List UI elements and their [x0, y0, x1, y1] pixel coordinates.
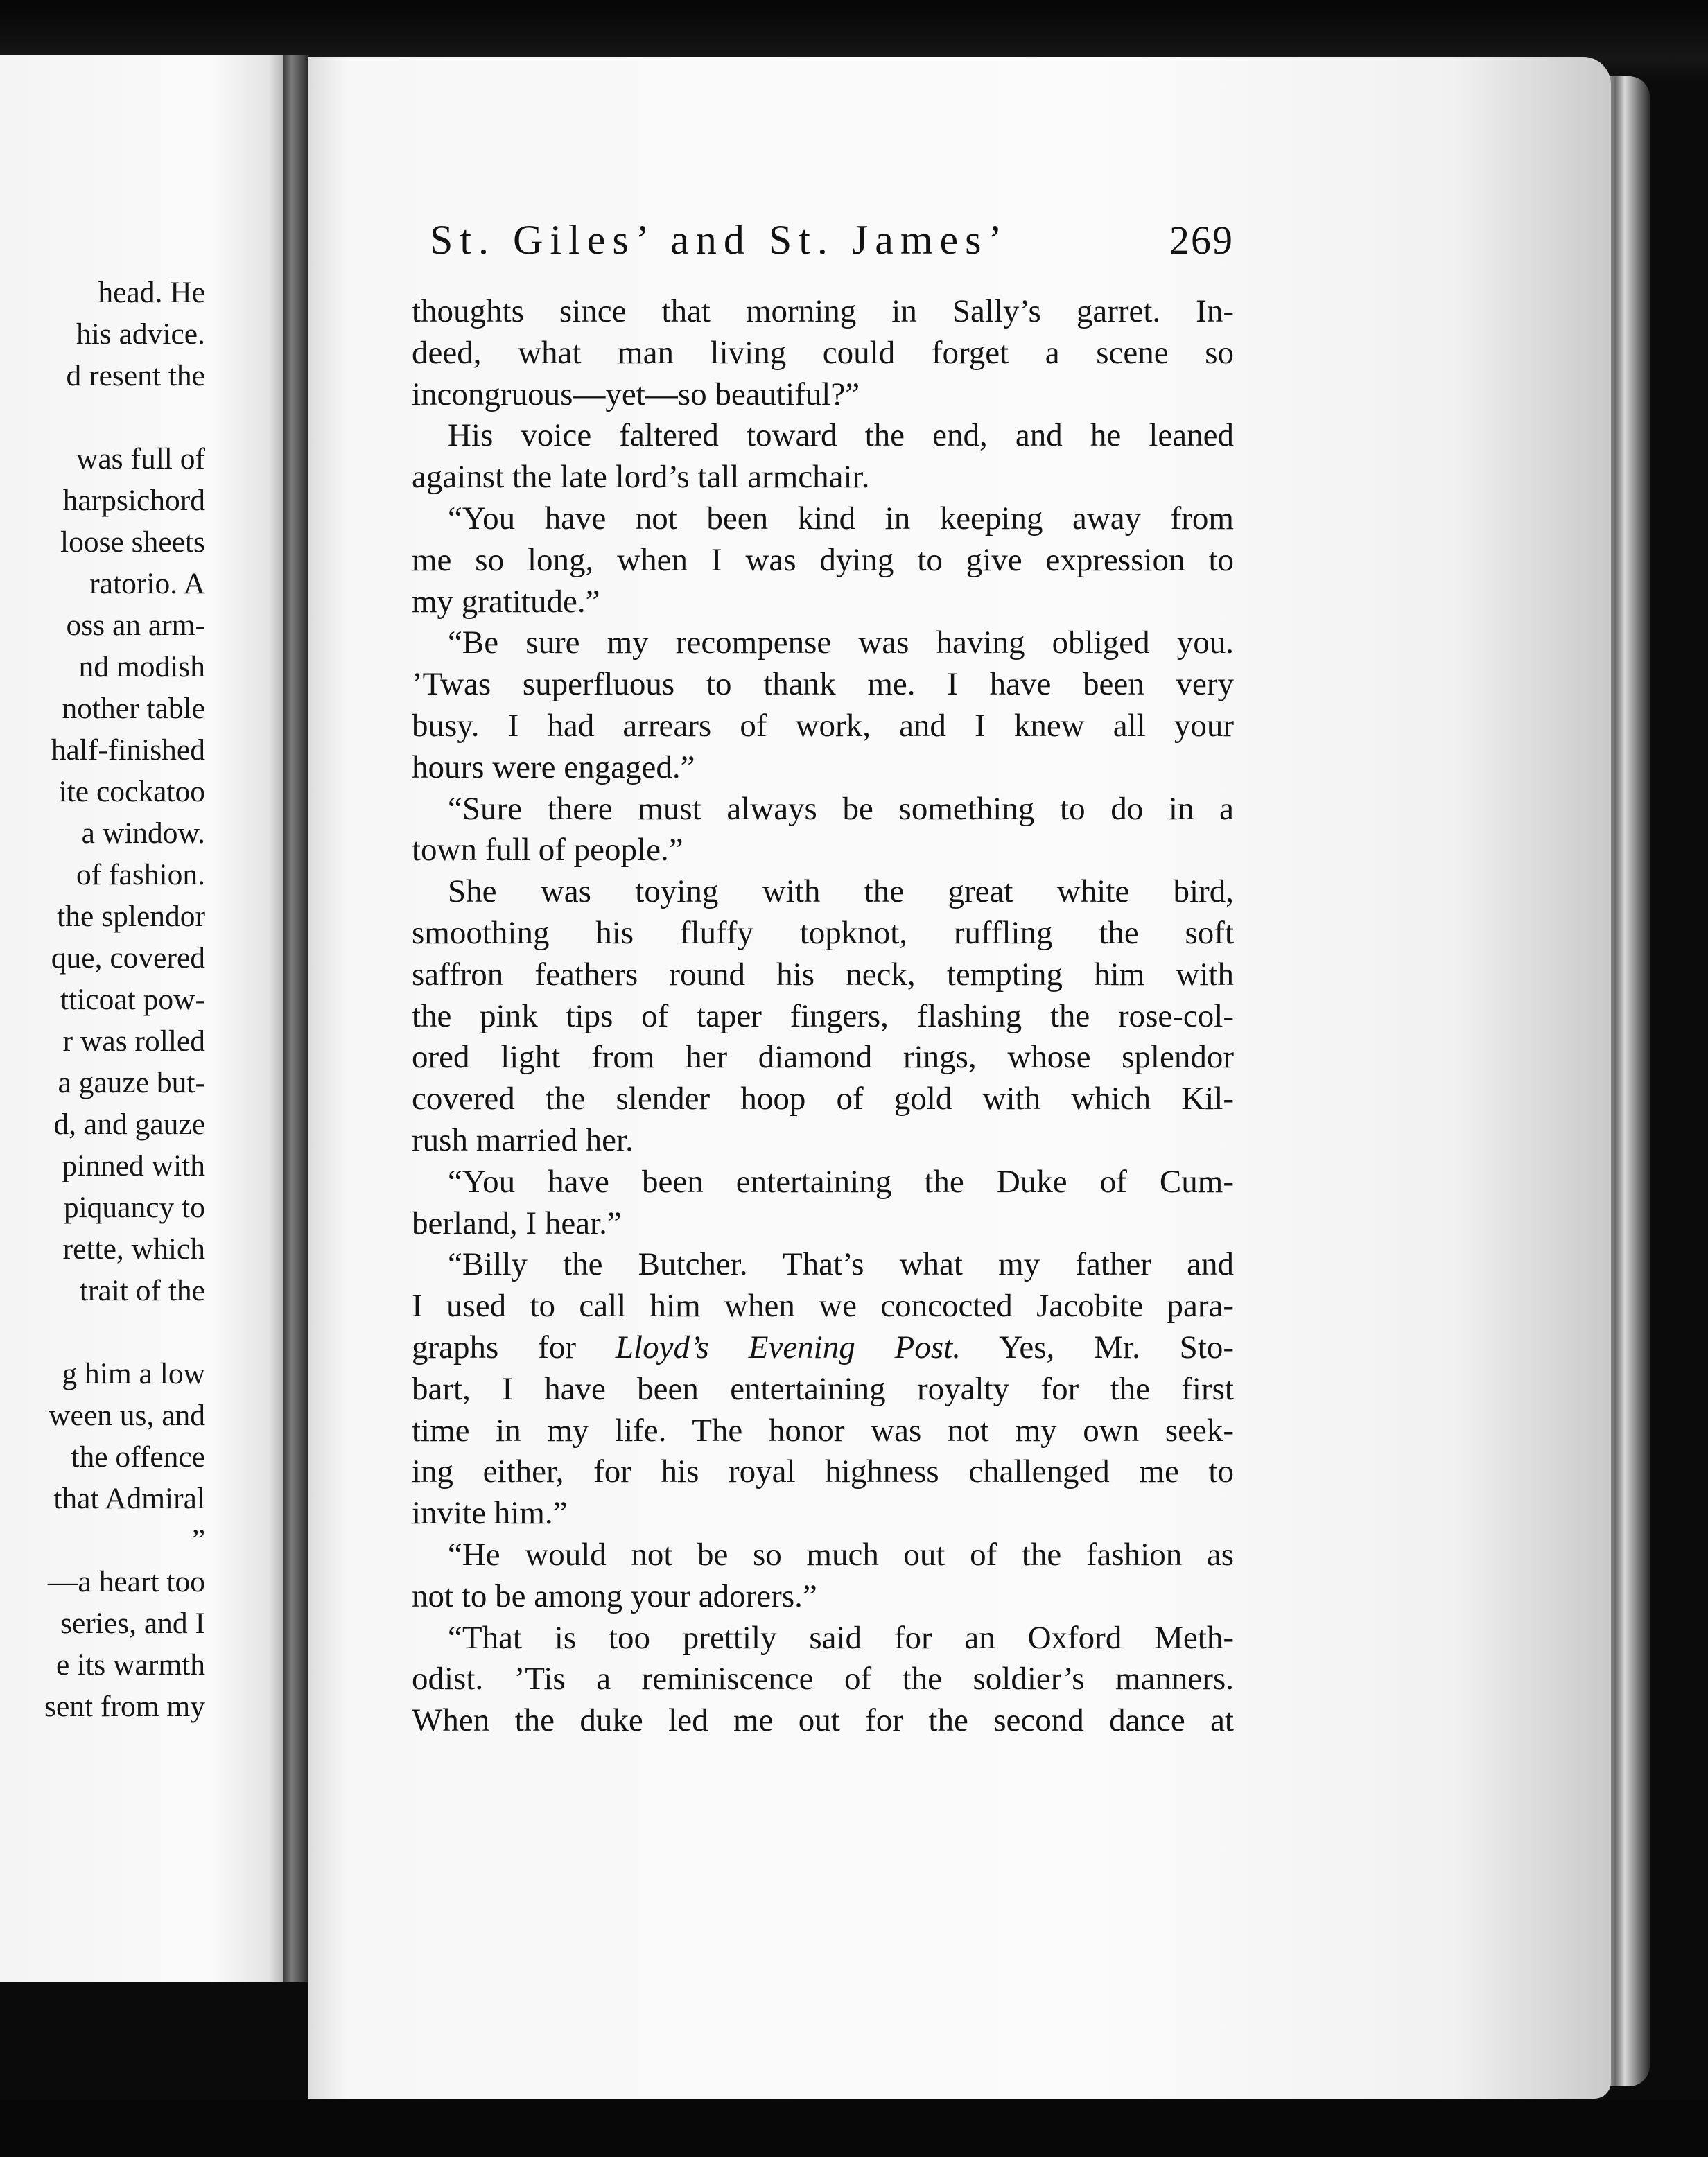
- left-page-line: [0, 396, 205, 438]
- body-line: town full of people.”: [412, 832, 683, 868]
- left-page-line: d, and gauze: [53, 1108, 205, 1141]
- body-line: [412, 1327, 1234, 1369]
- body-line: odist. ’Tis a reminiscence of the soldier’s manners.: [412, 1661, 1234, 1697]
- body-line: me so long, when I was dying to give expression to: [412, 541, 1234, 578]
- left-page-line: nother table: [62, 692, 205, 725]
- left-page-line: the offence: [71, 1440, 205, 1474]
- left-page-line: tticoat pow-: [60, 983, 205, 1016]
- left-page-line: a window.: [81, 816, 205, 850]
- left-page-line: e its warmth: [55, 1648, 205, 1682]
- left-page-text: [0, 272, 205, 1727]
- body-line: thoughts since that morning in Sally’s garret. In-: [412, 293, 1234, 329]
- body-line: berland, I hear.”: [412, 1205, 622, 1241]
- left-page-line: ”: [191, 1523, 205, 1557]
- body-line: ored light from her diamond rings, whose splendor: [412, 1039, 1234, 1076]
- body-text: [412, 291, 1234, 1742]
- left-page-line: of fashion.: [76, 858, 205, 891]
- left-page-line: head. He: [98, 276, 205, 309]
- left-page-line: his advice.: [76, 317, 205, 351]
- book-gutter: [283, 55, 308, 1982]
- body-line: I used to call him when we concocted Jacobite para-: [412, 1288, 1234, 1325]
- body-line: the pink tips of taper fingers, flashing the rose-col-: [412, 997, 1234, 1034]
- body-line: hours were engaged.”: [412, 749, 695, 785]
- left-page-line: the splendor: [57, 900, 205, 933]
- body-line: His voice faltered toward the end, and he leaned: [448, 417, 1234, 454]
- left-page-line: pinned with: [62, 1149, 205, 1182]
- body-line: “Sure there must always be something to do in a: [448, 790, 1234, 827]
- body-line: saffron feathers round his neck, tempting him with: [412, 956, 1234, 993]
- left-page-line: piquancy to: [63, 1191, 205, 1224]
- left-page-line: nd modish: [78, 650, 205, 683]
- body-line-text: graphs for: [412, 1329, 616, 1365]
- left-page-line: d resent the: [66, 359, 205, 392]
- body-line: my gratitude.”: [412, 583, 600, 620]
- body-line: time in my life. The honor was not my own seek-: [412, 1412, 1234, 1449]
- body-line: deed, what man living could forget a scene so: [412, 334, 1234, 371]
- left-page-line: ween us, and: [49, 1399, 205, 1432]
- left-page-line: [0, 1311, 205, 1353]
- left-page-line: that Admiral: [53, 1482, 205, 1515]
- body-line: busy. I had arrears of work, and I knew all your: [412, 707, 1234, 744]
- page-number: 269: [1169, 218, 1234, 263]
- body-line: When the duke led me out for the second dance at: [412, 1702, 1234, 1739]
- left-page-line: sent from my: [44, 1690, 205, 1723]
- italic-title: Lloyd’s Evening Post.: [615, 1329, 961, 1365]
- left-page-line: loose sheets: [60, 525, 205, 559]
- body-line: invite him.”: [412, 1495, 568, 1532]
- scan-background-bottom: [0, 2100, 1708, 2157]
- left-page-line: oss an arm-: [66, 609, 205, 642]
- left-page-line: a gauze but-: [58, 1066, 205, 1099]
- left-page-line: ratorio. A: [89, 567, 205, 600]
- left-page-line: g him a low: [62, 1357, 205, 1390]
- body-line: She was toying with the great white bird,: [448, 873, 1234, 910]
- body-line: “He would not be so much out of the fashion as: [448, 1536, 1234, 1573]
- left-page-line: que, covered: [51, 941, 205, 975]
- body-line: rush married her.: [412, 1121, 634, 1158]
- left-page-line: —a heart too: [47, 1565, 205, 1598]
- left-page-line: ite cockatoo: [58, 775, 205, 808]
- body-line: not to be among your adorers.”: [412, 1578, 817, 1614]
- left-page-line: r was rolled: [62, 1024, 205, 1058]
- body-line: “That is too prettily said for an Oxford Meth-: [448, 1619, 1234, 1656]
- left-page-line: was full of: [76, 442, 205, 475]
- body-line: ’Twas superfluous to thank me. I have been very: [412, 666, 1234, 703]
- body-line: ing either, for his royal highness challenged me to: [412, 1453, 1234, 1490]
- body-line: covered the slender hoop of gold with which Kil-: [412, 1081, 1234, 1117]
- body-line: “Billy the Butcher. That’s what my father and: [448, 1246, 1234, 1283]
- running-header: [430, 216, 1234, 264]
- running-title: St. Giles’ and St. James’: [430, 217, 1009, 263]
- left-page-line: harpsichord: [62, 484, 205, 517]
- body-line: “You have been entertaining the Duke of Cum-: [448, 1163, 1234, 1200]
- body-line: bart, I have been entertaining royalty for the first: [412, 1370, 1234, 1407]
- left-page-line: half-finished: [51, 733, 205, 767]
- body-line: against the late lord’s tall armchair.: [412, 459, 870, 496]
- body-line: “Be sure my recompense was having obliged you.: [448, 625, 1234, 661]
- body-line-text: Yes, Mr. Sto-: [960, 1329, 1234, 1365]
- left-page-line: series, and I: [60, 1607, 205, 1640]
- body-line: smoothing his fluffy topknot, ruffling the soft: [412, 914, 1234, 951]
- left-page-line: rette, which: [62, 1232, 205, 1266]
- body-line: “You have not been kind in keeping away from: [448, 500, 1234, 536]
- left-page-line: trait of the: [79, 1274, 205, 1307]
- body-line: incongruous—yet—so beautiful?”: [412, 376, 860, 412]
